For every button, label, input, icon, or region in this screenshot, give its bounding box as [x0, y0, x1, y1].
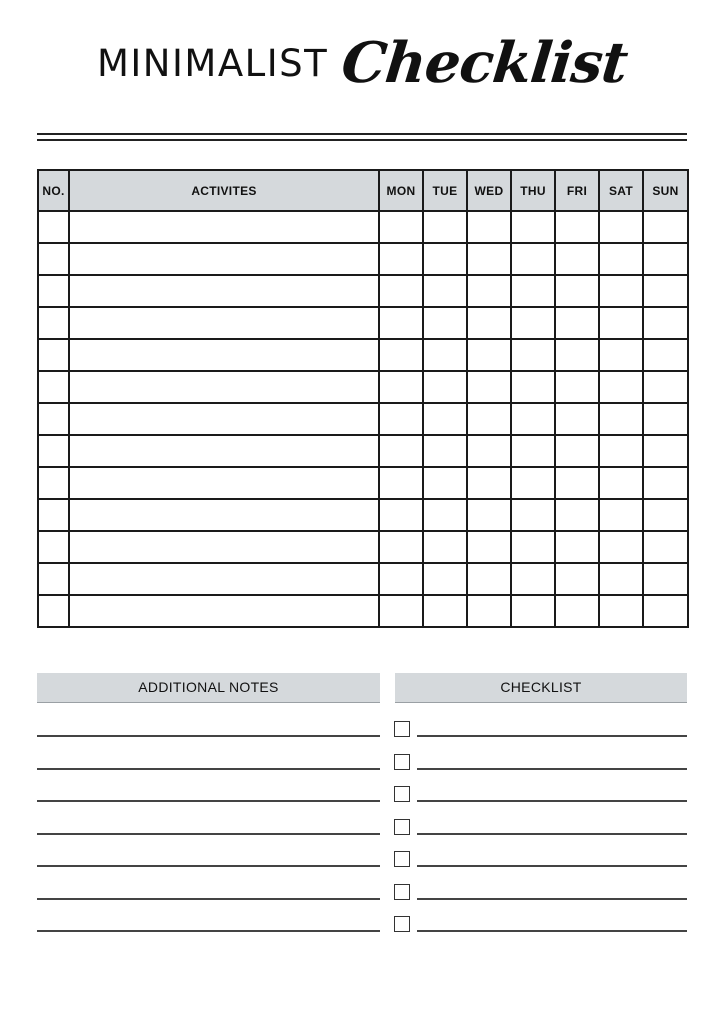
cell-thu[interactable] — [511, 499, 555, 531]
cell-wed[interactable] — [467, 595, 511, 627]
cell-sun[interactable] — [643, 595, 688, 627]
cell-tue[interactable] — [423, 531, 467, 563]
cell-no[interactable] — [38, 275, 69, 307]
cell-fri[interactable] — [555, 563, 599, 595]
column-header-activities: ACTIVITES — [69, 170, 379, 211]
cell-tue[interactable] — [423, 467, 467, 499]
cell-sat[interactable] — [599, 275, 643, 307]
checkbox[interactable] — [394, 819, 410, 835]
cell-mon[interactable] — [379, 563, 423, 595]
cell-mon[interactable] — [379, 211, 423, 243]
cell-wed[interactable] — [467, 499, 511, 531]
cell-fri[interactable] — [555, 275, 599, 307]
table-row — [38, 595, 688, 627]
checklist-line[interactable] — [417, 930, 687, 932]
cell-sun[interactable] — [643, 307, 688, 339]
title-script-text: Checklist — [338, 30, 631, 96]
cell-tue[interactable] — [423, 499, 467, 531]
note-line[interactable] — [37, 735, 380, 737]
cell-wed[interactable] — [467, 403, 511, 435]
cell-wed[interactable] — [467, 243, 511, 275]
page-title — [0, 30, 724, 110]
checklist-line[interactable] — [417, 800, 687, 802]
note-line[interactable] — [37, 768, 380, 770]
cell-sat[interactable] — [599, 243, 643, 275]
cell-thu[interactable] — [511, 371, 555, 403]
cell-sun[interactable] — [643, 339, 688, 371]
cell-sun[interactable] — [643, 531, 688, 563]
cell-fri[interactable] — [555, 211, 599, 243]
cell-tue[interactable] — [423, 307, 467, 339]
title-plain-text: MINIMALIST — [96, 42, 329, 85]
additional-notes-header: ADDITIONAL NOTES — [37, 673, 380, 703]
cell-tue[interactable] — [423, 595, 467, 627]
header-rule-top — [37, 133, 687, 135]
table-row — [38, 435, 688, 467]
cell-activity[interactable] — [69, 307, 379, 339]
cell-thu[interactable] — [511, 243, 555, 275]
table-row — [38, 307, 688, 339]
note-line[interactable] — [37, 800, 380, 802]
cell-no[interactable] — [38, 339, 69, 371]
cell-mon[interactable] — [379, 435, 423, 467]
column-header-no: NO. — [38, 170, 69, 211]
column-header-thu: THU — [511, 170, 555, 211]
cell-fri[interactable] — [555, 371, 599, 403]
cell-fri[interactable] — [555, 243, 599, 275]
cell-sun[interactable] — [643, 563, 688, 595]
cell-sat[interactable] — [599, 435, 643, 467]
note-line[interactable] — [37, 833, 380, 835]
cell-sun[interactable] — [643, 467, 688, 499]
table-row — [38, 371, 688, 403]
column-header-wed: WED — [467, 170, 511, 211]
cell-thu[interactable] — [511, 531, 555, 563]
cell-tue[interactable] — [423, 211, 467, 243]
checkbox[interactable] — [394, 721, 410, 737]
checklist-line[interactable] — [417, 898, 687, 900]
cell-wed[interactable] — [467, 467, 511, 499]
cell-activity[interactable] — [69, 243, 379, 275]
cell-activity[interactable] — [69, 211, 379, 243]
cell-wed[interactable] — [467, 563, 511, 595]
table-row — [38, 563, 688, 595]
column-header-sun: SUN — [643, 170, 688, 211]
table-header-row — [38, 170, 688, 211]
cell-thu[interactable] — [511, 595, 555, 627]
cell-activity[interactable] — [69, 435, 379, 467]
cell-mon[interactable] — [379, 499, 423, 531]
cell-no[interactable] — [38, 563, 69, 595]
table-row — [38, 275, 688, 307]
checkbox[interactable] — [394, 786, 410, 802]
cell-fri[interactable] — [555, 595, 599, 627]
checklist-line[interactable] — [417, 768, 687, 770]
cell-sun[interactable] — [643, 243, 688, 275]
cell-thu[interactable] — [511, 435, 555, 467]
cell-mon[interactable] — [379, 243, 423, 275]
cell-thu[interactable] — [511, 307, 555, 339]
cell-thu[interactable] — [511, 403, 555, 435]
cell-mon[interactable] — [379, 371, 423, 403]
checklist-header: CHECKLIST — [395, 673, 687, 703]
cell-tue[interactable] — [423, 563, 467, 595]
cell-tue[interactable] — [423, 275, 467, 307]
cell-wed[interactable] — [467, 307, 511, 339]
cell-no[interactable] — [38, 307, 69, 339]
cell-fri[interactable] — [555, 307, 599, 339]
cell-activity[interactable] — [69, 275, 379, 307]
cell-sun[interactable] — [643, 403, 688, 435]
cell-tue[interactable] — [423, 243, 467, 275]
cell-thu[interactable] — [511, 211, 555, 243]
note-line[interactable] — [37, 930, 380, 932]
header-rule-bottom — [37, 139, 687, 141]
checklist-line[interactable] — [417, 865, 687, 867]
cell-mon[interactable] — [379, 467, 423, 499]
cell-wed[interactable] — [467, 275, 511, 307]
cell-no[interactable] — [38, 435, 69, 467]
cell-no[interactable] — [38, 211, 69, 243]
cell-wed[interactable] — [467, 339, 511, 371]
cell-sat[interactable] — [599, 403, 643, 435]
note-line[interactable] — [37, 865, 380, 867]
cell-mon[interactable] — [379, 339, 423, 371]
checkbox[interactable] — [394, 916, 410, 932]
cell-activity[interactable] — [69, 499, 379, 531]
cell-fri[interactable] — [555, 531, 599, 563]
cell-activity[interactable] — [69, 563, 379, 595]
cell-sat[interactable] — [599, 339, 643, 371]
cell-tue[interactable] — [423, 339, 467, 371]
cell-sat[interactable] — [599, 499, 643, 531]
cell-activity[interactable] — [69, 403, 379, 435]
cell-sat[interactable] — [599, 371, 643, 403]
checklist-line[interactable] — [417, 833, 687, 835]
column-header-mon: MON — [379, 170, 423, 211]
cell-no[interactable] — [38, 467, 69, 499]
table-row — [38, 499, 688, 531]
cell-tue[interactable] — [423, 371, 467, 403]
cell-wed[interactable] — [467, 531, 511, 563]
table-row — [38, 467, 688, 499]
cell-fri[interactable] — [555, 499, 599, 531]
cell-no[interactable] — [38, 371, 69, 403]
cell-thu[interactable] — [511, 563, 555, 595]
cell-fri[interactable] — [555, 435, 599, 467]
cell-tue[interactable] — [423, 403, 467, 435]
table-row — [38, 243, 688, 275]
cell-sat[interactable] — [599, 467, 643, 499]
cell-wed[interactable] — [467, 435, 511, 467]
column-header-tue: TUE — [423, 170, 467, 211]
cell-sun[interactable] — [643, 211, 688, 243]
cell-thu[interactable] — [511, 275, 555, 307]
cell-fri[interactable] — [555, 467, 599, 499]
cell-mon[interactable] — [379, 275, 423, 307]
checkbox[interactable] — [394, 851, 410, 867]
cell-wed[interactable] — [467, 371, 511, 403]
cell-no[interactable] — [38, 243, 69, 275]
checklist-line[interactable] — [417, 735, 687, 737]
cell-activity[interactable] — [69, 371, 379, 403]
cell-sat[interactable] — [599, 307, 643, 339]
cell-mon[interactable] — [379, 307, 423, 339]
cell-no[interactable] — [38, 499, 69, 531]
cell-activity[interactable] — [69, 531, 379, 563]
table-row — [38, 211, 688, 243]
cell-wed[interactable] — [467, 211, 511, 243]
checkbox[interactable] — [394, 754, 410, 770]
cell-no[interactable] — [38, 531, 69, 563]
cell-sun[interactable] — [643, 275, 688, 307]
cell-thu[interactable] — [511, 467, 555, 499]
cell-fri[interactable] — [555, 403, 599, 435]
note-line[interactable] — [37, 898, 380, 900]
weekly-activity-table — [37, 169, 689, 628]
cell-sat[interactable] — [599, 211, 643, 243]
cell-no[interactable] — [38, 403, 69, 435]
cell-activity[interactable] — [69, 595, 379, 627]
column-header-fri: FRI — [555, 170, 599, 211]
cell-sat[interactable] — [599, 595, 643, 627]
column-header-sat: SAT — [599, 170, 643, 211]
table-row — [38, 339, 688, 371]
cell-no[interactable] — [38, 595, 69, 627]
cell-fri[interactable] — [555, 339, 599, 371]
cell-sat[interactable] — [599, 531, 643, 563]
cell-mon[interactable] — [379, 403, 423, 435]
cell-sun[interactable] — [643, 499, 688, 531]
cell-sat[interactable] — [599, 563, 643, 595]
cell-mon[interactable] — [379, 595, 423, 627]
checkbox[interactable] — [394, 884, 410, 900]
table-row — [38, 403, 688, 435]
cell-activity[interactable] — [69, 339, 379, 371]
table-body — [38, 211, 688, 627]
cell-sun[interactable] — [643, 435, 688, 467]
cell-thu[interactable] — [511, 339, 555, 371]
cell-tue[interactable] — [423, 435, 467, 467]
table-row — [38, 531, 688, 563]
cell-activity[interactable] — [69, 467, 379, 499]
cell-mon[interactable] — [379, 531, 423, 563]
cell-sun[interactable] — [643, 371, 688, 403]
